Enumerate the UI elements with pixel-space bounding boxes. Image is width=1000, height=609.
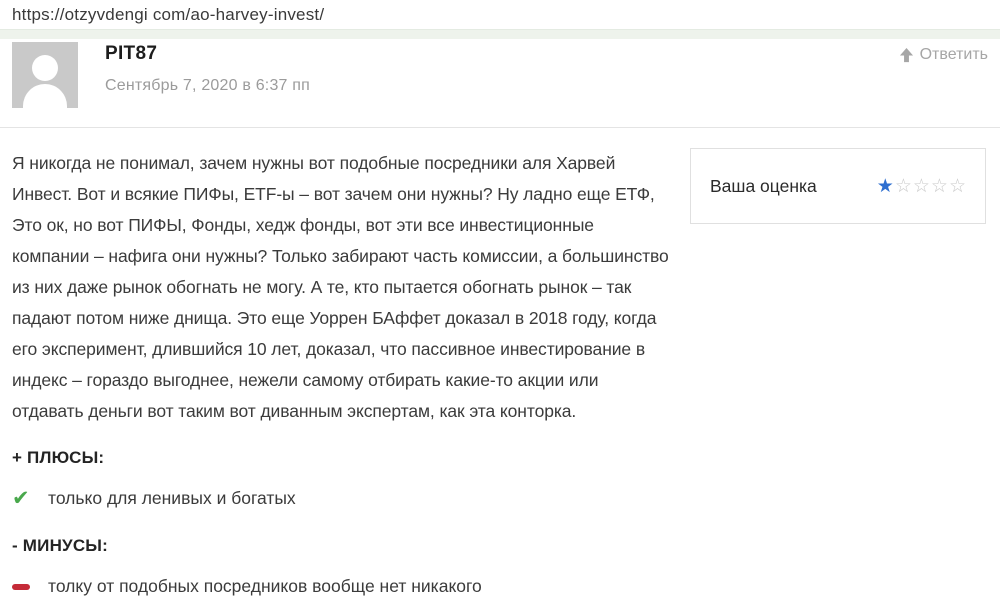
page-url[interactable]: https://otzyvdengi com/ao-harvey-invest/ [12,5,325,24]
avatar [12,42,78,108]
pros-item-text: только для ленивых и богатых [48,488,296,508]
review-text: Я никогда не понимал, зачем нужны вот подобные посредники аля Харвей Инвест. Вот и всякие ПИФы, ETF-ы – вот зачем они нужны? Ну ладно еще ЕТФ, Это ок, но вот ПИФЫ, Фонды, хедж фонды, вот эти все инвестиционные компании – нафига они нужны? Только забирают часть комиссии, а большинство из них даже рынок обогнать не могу. А те, кто пытается обогнать рынок – так падают потом ниже днища. Это еще Уоррен БАффет доказал в 2018 году, когда его эксперимент, длившийся 10 лет, доказал, что пассивное инвестирование в индекс – гораздо выгоднее, нежели самому отбирать какие-то акции или отдавать деньги вот таким вот диванным экспертам, как эта конторка. [12,153,669,421]
cons-item-text: толку от подобных посредников вообще нет никакого [48,576,482,596]
review-body [12,148,672,597]
star-empty-icon[interactable]: ☆ [894,176,912,197]
rating-label: Ваша оценка [710,176,817,196]
star-filled-icon[interactable]: ★ [876,176,894,197]
minus-icon [12,584,30,590]
star-empty-icon[interactable]: ☆ [912,176,930,197]
reply-label: Ответить [919,46,988,63]
author-name: PIT87 [105,43,158,64]
arrow-up-icon [899,48,914,63]
address-bar[interactable] [0,0,1000,29]
page-top-strip [0,29,1000,39]
cons-heading: - МИНУСЫ: [12,536,108,555]
comment-header [0,39,1000,128]
star-empty-icon[interactable]: ☆ [948,176,966,197]
cons-item [12,576,672,597]
avatar-torso-shape [23,84,67,108]
star-empty-icon[interactable]: ☆ [930,176,948,197]
rating-box [690,148,986,224]
pros-item [12,488,672,509]
comment-date: Сентябрь 7, 2020 в 6:37 пп [105,77,311,94]
avatar-head-shape [32,55,58,81]
check-icon: ✔ [12,487,30,510]
reply-button[interactable] [899,46,988,64]
pros-heading: + ПЛЮСЫ: [12,448,105,467]
star-rating[interactable] [877,177,966,196]
